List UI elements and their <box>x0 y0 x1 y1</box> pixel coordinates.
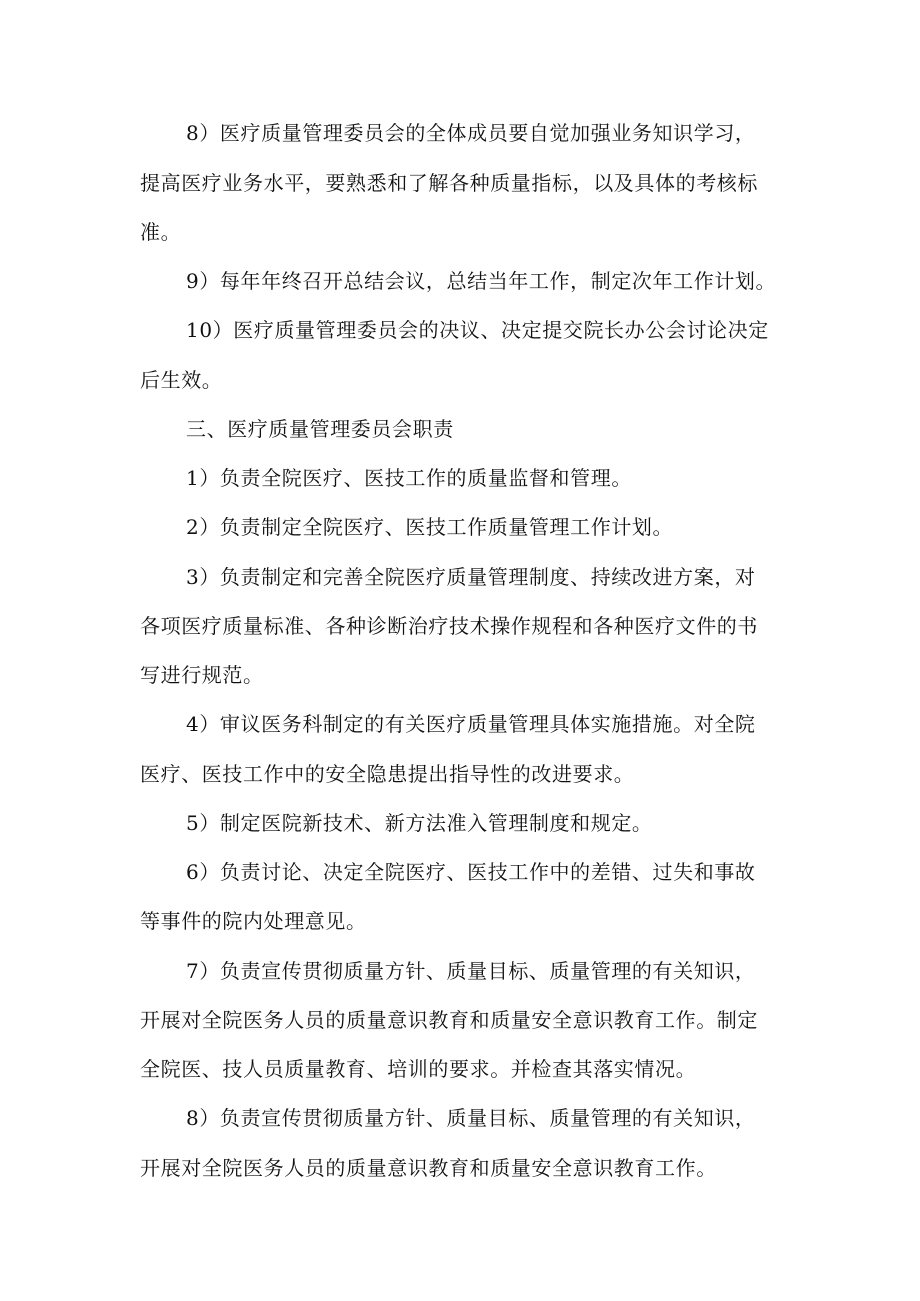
text-line: 开展对全院医务人员的质量意识教育和质量安全意识教育工作。 <box>140 1156 717 1180</box>
text-line: 8）医疗质量管理委员会的全体成员要自觉加强业务知识学习， <box>186 121 756 145</box>
text-line: 等事件的院内处理意见。 <box>140 909 367 933</box>
text-line: 全院医、技人员质量教育、培训的要求。并检查其落实情况。 <box>140 1057 697 1081</box>
text-line: 8）负责宣传贯彻质量方针、质量目标、质量管理的有关知识， <box>186 1106 756 1130</box>
text-line: 提高医疗业务水平，要熟悉和了解各种质量指标，以及具体的考核标 <box>140 171 758 195</box>
text-line: 各项医疗质量标准、各种诊断治疗技术操作规程和各种医疗文件的书 <box>140 614 758 638</box>
text-line: 5）制定医院新技术、新方法准入管理制度和规定。 <box>186 811 653 835</box>
text-line: 医疗、医技工作中的安全隐患提出指导性的改进要求。 <box>140 762 635 786</box>
text-line: 2）负责制定全院医疗、医技工作质量管理工作计划。 <box>186 515 674 539</box>
text-line: 开展对全院医务人员的质量意识教育和质量安全意识教育工作。制定 <box>140 1008 758 1032</box>
text-line: 10）医疗质量管理委员会的决议、决定提交院长办公会讨论决定 <box>186 318 769 342</box>
text-line: 后生效。 <box>140 368 223 392</box>
section-heading: 三、医疗质量管理委员会职责 <box>186 417 454 441</box>
text-line: 4）审议医务科制定的有关医疗质量管理具体实施措施。对全院 <box>186 712 756 736</box>
text-line: 1）负责全院医疗、医技工作的质量监督和管理。 <box>186 466 632 490</box>
text-line: 准。 <box>140 220 182 244</box>
text-line: 写进行规范。 <box>140 663 264 687</box>
text-line: 9）每年年终召开总结会议，总结当年工作，制定次年工作计划。 <box>186 269 777 293</box>
text-line: 6）负责讨论、决定全院医疗、医技工作中的差错、过失和事故 <box>186 860 756 884</box>
text-line: 7）负责宣传贯彻质量方针、质量目标、质量管理的有关知识， <box>186 959 756 983</box>
text-line: 3）负责制定和完善全院医疗质量管理制度、持续改进方案，对 <box>186 565 756 589</box>
